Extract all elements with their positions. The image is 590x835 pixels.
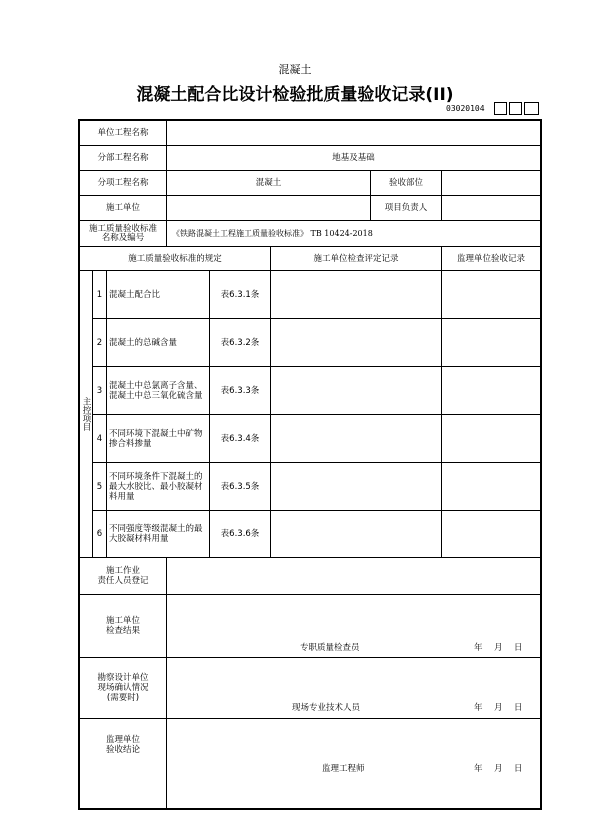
row-number: 1	[96, 289, 103, 300]
check-year: 年	[474, 643, 483, 653]
unit-project-field[interactable]	[167, 121, 540, 145]
project-manager-label: 项目负责人	[384, 203, 428, 213]
check-label-line2: 检查结果	[105, 626, 140, 636]
col-header-construction: 施工单位检查评定记录	[313, 253, 399, 264]
sub-project-label: 分部工程名称	[97, 153, 149, 163]
row-construction-record[interactable]	[271, 367, 441, 414]
survey-month: 月	[494, 703, 503, 713]
row-supervision-record[interactable]	[442, 319, 540, 366]
row-number: 4	[96, 433, 103, 444]
row-supervision-record[interactable]	[442, 511, 540, 557]
col-header-standard: 施工质量验收标准的规定	[128, 253, 222, 264]
supervision-signer-label: 监理工程师	[322, 764, 365, 774]
survey-label-line2: 现场确认情况	[97, 683, 149, 693]
row-supervision-record[interactable]	[442, 271, 540, 318]
page-title: 混凝土配合比设计检验批质量验收记录(II)	[136, 85, 454, 105]
row-item: 混凝土中总氯离子含量、混凝土中总三氧化硫含量	[109, 380, 203, 401]
row-clause: 表6.3.5条	[220, 481, 260, 492]
category-heading: 混凝土	[278, 63, 312, 76]
inspection-part-label: 验收部位	[388, 178, 423, 188]
row-construction-record[interactable]	[271, 271, 441, 318]
check-label-line1: 施工单位	[105, 616, 140, 626]
project-manager-field[interactable]	[442, 196, 540, 220]
survey-year: 年	[474, 703, 483, 713]
standard-field[interactable]: 《铁路混凝土工程施工质量验收标准》 TB 10424-2018	[172, 228, 373, 238]
row-number: 2	[96, 337, 103, 348]
col-header-supervision: 监理单位验收记录	[456, 253, 525, 264]
worker-label-line1: 施工作业	[105, 566, 140, 576]
survey-label-line3: (需要时)	[106, 693, 140, 703]
form-code: 03020104	[446, 104, 485, 113]
item-project-label: 分项工程名称	[97, 178, 149, 188]
check-month: 月	[494, 643, 503, 653]
survey-signer-label: 现场专业技术人员	[292, 703, 361, 713]
code-box-3[interactable]	[524, 102, 539, 115]
row-number: 5	[96, 481, 103, 492]
construction-unit-field[interactable]	[167, 196, 370, 220]
standard-label	[80, 221, 166, 246]
row-item: 不同环境下混凝土中矿物掺合料掺量	[109, 428, 203, 449]
row-item: 混凝土的总碱含量	[109, 337, 178, 348]
worker-registration-label	[80, 558, 166, 594]
main-control-group-label: 主控项目	[81, 397, 91, 431]
item-project-field[interactable]: 混凝土	[255, 178, 282, 188]
row-construction-record[interactable]	[271, 463, 441, 510]
worker-registration-field[interactable]	[167, 558, 540, 594]
supervision-conclusion-label	[80, 719, 166, 808]
supervision-day: 日	[514, 764, 523, 774]
row-clause: 表6.3.6条	[220, 529, 260, 539]
row-item: 混凝土配合比	[109, 289, 161, 300]
supervision-year: 年	[474, 764, 483, 774]
row-clause: 表6.3.2条	[220, 337, 260, 348]
check-signer-label: 专职质量检查员	[300, 643, 360, 653]
check-day: 日	[514, 643, 523, 653]
row-number: 6	[96, 529, 103, 539]
standard-label-line2: 名称及编号	[101, 232, 145, 243]
construction-check-label	[80, 595, 166, 657]
construction-unit-label: 施工单位	[105, 203, 140, 213]
sub-project-field[interactable]: 地基及基础	[332, 153, 375, 163]
code-box-1[interactable]	[494, 102, 507, 115]
row-construction-record[interactable]	[271, 511, 441, 557]
supervision-label-line1: 监理单位	[105, 734, 140, 745]
unit-project-label: 单位工程名称	[97, 128, 149, 138]
row-supervision-record[interactable]	[442, 463, 540, 510]
survey-day: 日	[514, 703, 523, 713]
supervision-month: 月	[494, 764, 503, 774]
row-number: 3	[96, 385, 103, 396]
row-clause: 表6.3.1条	[220, 289, 260, 300]
worker-label-line2: 责任人员登记	[97, 576, 149, 586]
row-construction-record[interactable]	[271, 319, 441, 366]
row-construction-record[interactable]	[271, 415, 441, 462]
code-box-2[interactable]	[509, 102, 522, 115]
row-clause: 表6.3.3条	[220, 385, 260, 396]
survey-label-line1: 勘察设计单位	[97, 673, 149, 683]
row-clause: 表6.3.4条	[220, 433, 260, 444]
standard-label-line1: 施工质量验收标准	[88, 223, 157, 234]
row-item: 不同环境条件下混凝土的最大水胶比、最小胶凝材料用量	[109, 471, 203, 502]
supervision-label-line2: 验收结论	[105, 744, 140, 755]
inspection-part-field[interactable]	[442, 171, 540, 195]
survey-confirm-label	[80, 658, 166, 718]
row-supervision-record[interactable]	[442, 415, 540, 462]
row-supervision-record[interactable]	[442, 367, 540, 414]
row-item: 不同强度等级混凝土的最大胶凝材料用量	[109, 524, 203, 544]
